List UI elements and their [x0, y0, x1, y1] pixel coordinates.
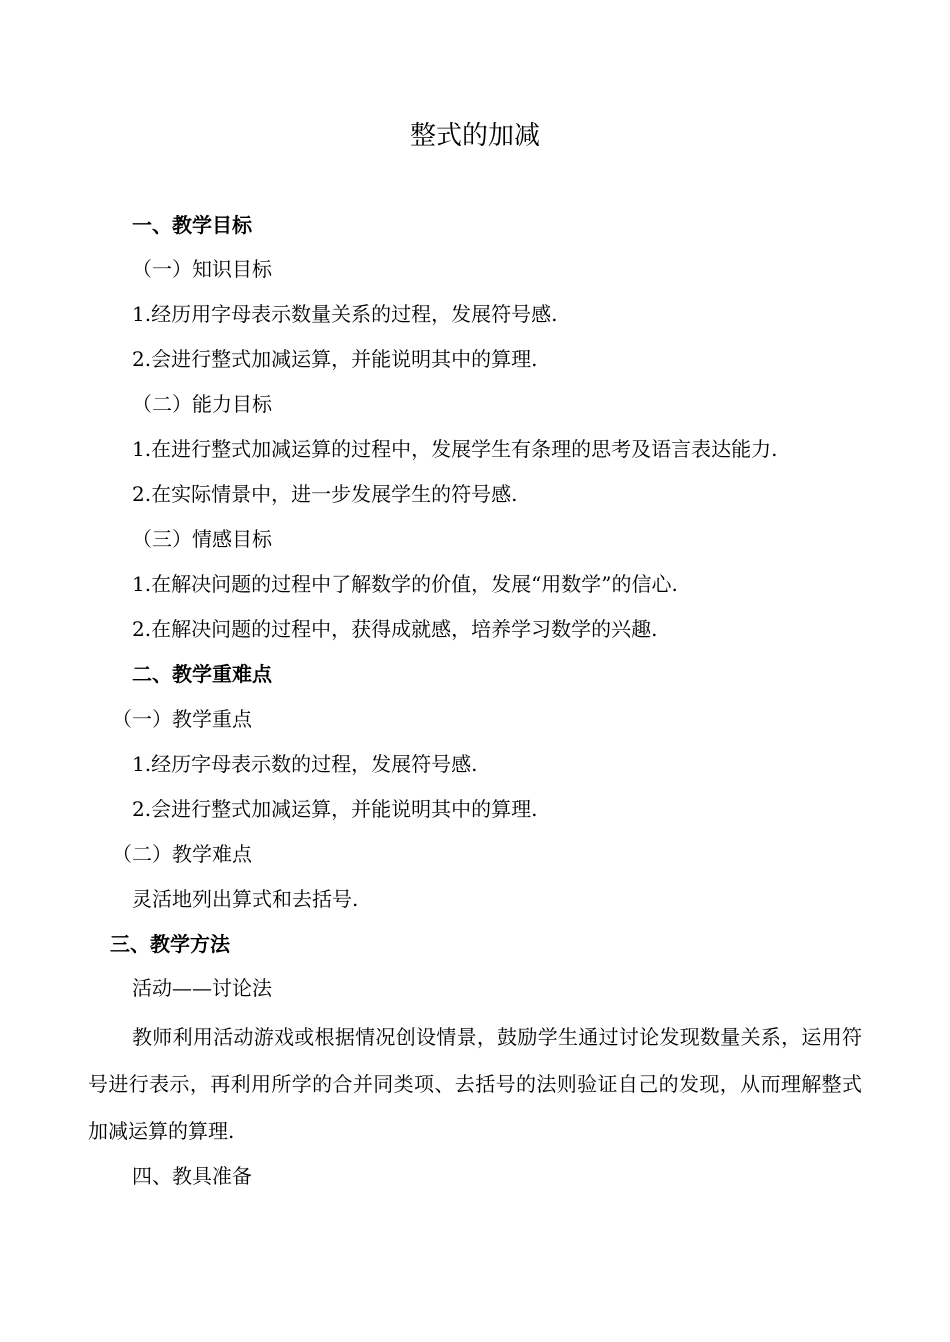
- list-item: 2.在实际情景中，进一步发展学生的符号感.: [132, 482, 518, 506]
- list-item: 1.经历字母表示数的过程，发展符号感.: [132, 752, 478, 776]
- list-item: 灵活地列出算式和去括号.: [132, 887, 359, 911]
- list-item: 2.会进行整式加减运算，并能说明其中的算理.: [132, 347, 538, 371]
- list-item: 2.在解决问题的过程中，获得成就感，培养学习数学的兴趣.: [132, 617, 658, 641]
- subheading-knowledge-goals: （一）知识目标: [132, 257, 272, 281]
- document-title: 整式的加减: [409, 121, 540, 151]
- subheading-ability-goals: （二）能力目标: [132, 392, 272, 416]
- list-item: 1.经历用字母表示数量关系的过程，发展符号感.: [132, 302, 558, 326]
- list-item: 1.在解决问题的过程中了解数学的价值，发展“用数学”的信心.: [132, 572, 678, 596]
- section-heading-teaching-methods: 三、教学方法: [110, 932, 230, 956]
- section-heading-key-difficult-points: 二、教学重难点: [132, 662, 272, 686]
- list-item: 2.会进行整式加减运算，并能说明其中的算理.: [132, 797, 538, 821]
- subheading-emotion-goals: （三）情感目标: [132, 527, 272, 551]
- subheading-difficult-points: （二）教学难点: [112, 842, 252, 866]
- section-heading-teaching-aids: 四、教具准备: [132, 1164, 252, 1188]
- list-item: 1.在进行整式加减运算的过程中，发展学生有条理的思考及语言表达能力.: [132, 437, 778, 461]
- section-heading-teaching-goals: 一、教学目标: [132, 213, 252, 237]
- method-name: 活动——讨论法: [132, 976, 272, 1000]
- method-paragraph: 教师利用活动游戏或根据情况创设情景，鼓励学生通过讨论发现数量关系，运用符号进行表示，再利用所学的合并同类项、去括号的法则验证自己的发现，从而理解整式加减运算的算理.: [88, 1025, 862, 1143]
- subheading-key-points: （一）教学重点: [112, 707, 252, 731]
